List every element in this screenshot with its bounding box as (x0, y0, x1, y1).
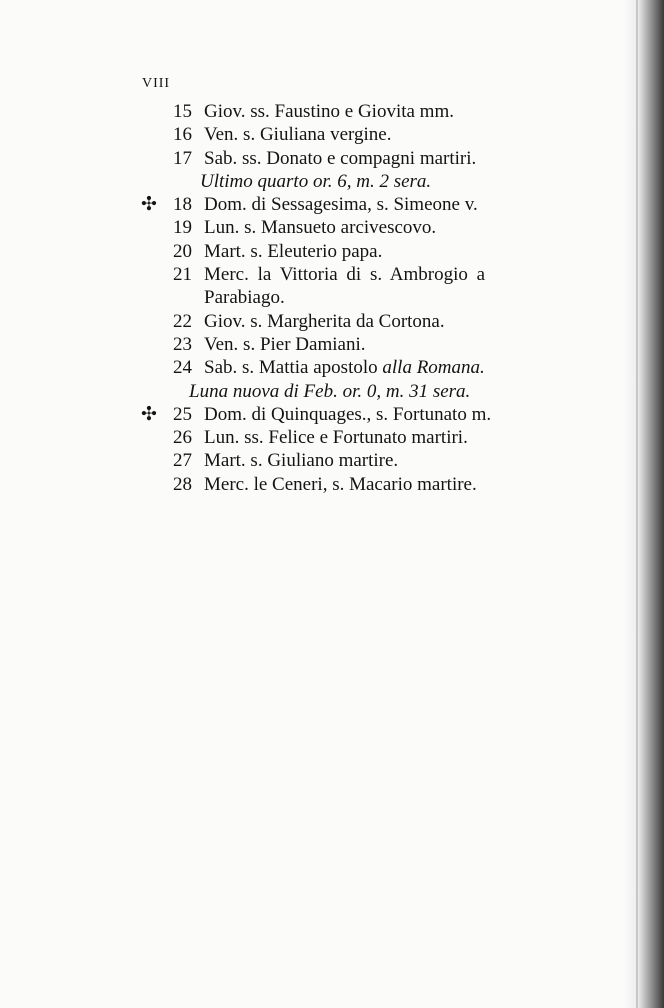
day-number: 20 (173, 240, 192, 262)
page-binding-edge (624, 0, 664, 1008)
day-number: 16 (173, 124, 192, 146)
day-text-plain: Sab. s. Mattia apostolo (204, 357, 383, 379)
calendar-entry (0, 473, 600, 496)
calendar-entry (0, 449, 600, 472)
page-folio: VIII (142, 76, 171, 91)
day-number: 21 (173, 264, 192, 286)
day-number: 19 (173, 217, 192, 239)
page-edge-line (636, 0, 638, 1008)
day-text: Mart. s. Eleuterio papa. (204, 240, 383, 262)
day-number: 24 (173, 357, 192, 379)
calendar-entry (0, 123, 600, 146)
day-text: Ven. s. Pier Damiani. (204, 333, 366, 355)
calendar-entries (0, 100, 600, 496)
day-text: Ven. s. Giuliana vergine. (204, 124, 392, 146)
day-number: 27 (173, 450, 192, 472)
note-text: Luna nuova di Feb. or. 0, m. 31 sera. (189, 380, 471, 402)
calendar-entry (0, 426, 600, 449)
calendar-entry (0, 356, 600, 379)
day-number: 23 (173, 333, 192, 355)
calendar-entry (0, 240, 600, 263)
day-number: 22 (173, 310, 192, 332)
calendar-entry (0, 310, 600, 333)
day-text: Merc. la Vittoria di s. Ambrogio a (204, 264, 486, 286)
day-text: Mart. s. Giuliano martire. (204, 450, 399, 472)
day-number: 28 (173, 473, 192, 495)
day-text (204, 356, 485, 379)
cross-icon: ✣ (141, 194, 157, 216)
day-number: 25 (173, 403, 192, 425)
calendar-entry (0, 263, 600, 286)
day-text-italic: alla Romana. (382, 357, 485, 379)
calendar-entry-continuation (0, 286, 600, 309)
day-text: Lun. s. Mansueto arcivescovo. (204, 217, 437, 239)
note-text: Ultimo quarto or. 6, m. 2 sera. (200, 170, 432, 192)
calendar-entry (0, 147, 600, 170)
moon-phase-note (0, 170, 600, 193)
calendar-entry (0, 216, 600, 239)
calendar-entry-sunday (0, 193, 600, 216)
continuation-text: Parabiago. (204, 287, 285, 309)
day-text: Dom. di Sessagesima, s. Simeone v. (204, 194, 478, 216)
day-number: 15 (173, 101, 192, 122)
calendar-entry (0, 333, 600, 356)
day-text: Merc. le Ceneri, s. Macario martire. (204, 473, 477, 495)
day-text: Giov. s. Margherita da Cortona. (204, 310, 445, 332)
day-number: 17 (173, 147, 192, 169)
calendar-entry-sunday (0, 403, 600, 426)
day-text: Dom. di Quinquages., s. Fortunato m. (204, 403, 492, 425)
calendar-entry (0, 100, 600, 123)
day-number: 26 (173, 427, 192, 449)
moon-phase-note (0, 380, 600, 403)
day-text: Sab. ss. Donato e compagni martiri. (204, 147, 477, 169)
day-text: Lun. ss. Felice e Fortunato martiri. (204, 427, 468, 449)
cross-icon: ✣ (141, 403, 157, 425)
day-number: 18 (173, 194, 192, 216)
day-text: Giov. ss. Faustino e Giovita mm. (204, 101, 454, 122)
